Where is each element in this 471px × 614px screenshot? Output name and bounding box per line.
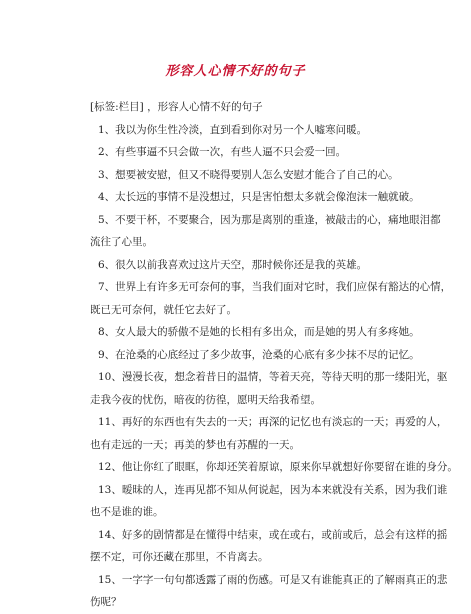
- text-line: 流往了心里。: [90, 236, 153, 248]
- text-line: 既已无可奈何，就任它去好了。: [90, 303, 237, 316]
- text-line: 也有走远的一天；再美的梦也有苏醒的一天。: [90, 438, 300, 451]
- text-line: 7、世界上有许多无可奈何的事，当我们面对它时，我们应保有豁达的心情，: [98, 281, 452, 293]
- text-line: 3、想要被安慰，但又不晓得要别人怎么安慰才能合了自己的心。: [98, 168, 399, 181]
- text-line: 12、他让你红了眼眶，你却还笑着原谅，原来你早就想好你要留在谁的身分。: [98, 461, 458, 473]
- text-line: 摆不定，可你还藏在那里，不肯离去。: [90, 551, 269, 563]
- text-line: 伤呢？: [90, 596, 122, 608]
- text-line: 5、不要干杯，不要聚合，因为那是离别的重逢，被敲击的心，痛地眼泪都: [98, 213, 441, 226]
- text-line: 10、漫漫长夜，想念着昔日的温情，等着天亮，等待天明的那一缕阳光，驱: [98, 371, 448, 383]
- text-line: 6、很久以前我喜欢过这片天空，那时候你还是我的英雄。: [98, 258, 368, 271]
- text-line: [标签:栏目] ，形容人心情不好的句子: [90, 101, 263, 113]
- text-line: 2、有些事逼不只会做一次，有些人逼不只会爱一回。: [98, 146, 347, 158]
- text-line: 也不是谁的谁。: [90, 506, 164, 518]
- text-line: 13、暧昧的人，连再见都不知从何说起，因为本来就没有关系，因为我们谁: [98, 483, 448, 496]
- text-line: 1、我以为你生性冷淡，直到看到你对另一个人嘘寒问暖。: [98, 123, 368, 136]
- text-line: 8、女人最大的骄傲不是她的长相有多出众，而是她的男人有多疼她。: [98, 326, 420, 338]
- text-line: 15、一字字一句句都透露了雨的伤感。可是又有谁能真正的了解雨真正的悲: [98, 573, 448, 586]
- text-line: 4、太长远的事情不是没想过，只是害怕想太多就会像泡沫一触就破。: [98, 191, 420, 203]
- text-line: 9、在沧桑的心底经过了多少故事，沧桑的心底有多少抹不尽的记忆。: [98, 348, 420, 361]
- document-title: 形容人心情不好的句子: [165, 64, 306, 79]
- document-body: [90, 96, 458, 614]
- text-line: 14、好多的剧情都是在懂得中结束，或在或右，或前或后，总会有这样的摇: [98, 528, 448, 541]
- text-line: 走我今夜的忧伤，暗夜的彷徨，愿明天给我希望。: [90, 393, 321, 406]
- text-line: 11、再好的东西也有失去的一天；再深的记忆也有淡忘的一天；再爱的人，: [98, 416, 448, 428]
